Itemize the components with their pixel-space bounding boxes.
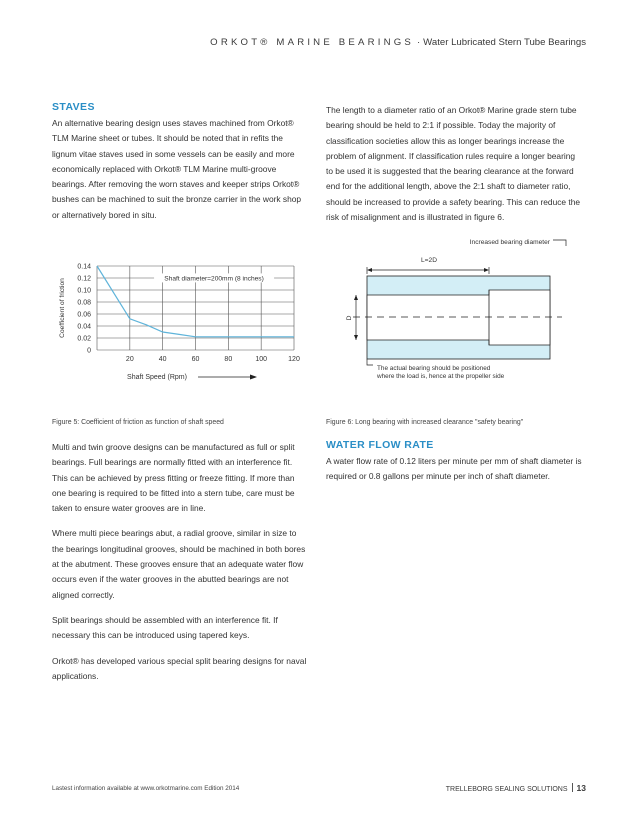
bearing-bore: [367, 290, 550, 345]
friction-chart: [52, 250, 314, 385]
water-flow-heading: WATER FLOW RATE: [326, 439, 434, 451]
length-label: L=2D: [421, 257, 437, 264]
y-tick-label: 0.04: [77, 323, 91, 331]
footer-company-block: [446, 783, 586, 793]
y-tick-label: 0.06: [77, 311, 91, 319]
x-tick-label: 40: [158, 356, 167, 363]
x-tick-label: 80: [224, 356, 233, 363]
header-separator: ·: [416, 37, 421, 48]
ratio-section: [326, 103, 583, 225]
length-arrow-right: [484, 268, 489, 272]
page-header: [210, 37, 586, 48]
paragraph-naval: Orkot® has developed various special split bearing designs for naval applications.: [52, 655, 307, 681]
footer-company: TRELLEBORG SEALING SOLUTIONS: [445, 786, 568, 793]
diameter-arrow-bottom: [354, 335, 358, 340]
footer-divider: [572, 783, 573, 792]
y-tick-label: 0.12: [77, 275, 91, 283]
staves-paragraph: An alternative bearing design uses staves machined from Orkot® TLM Marine sheet or tubes. It should be noted that in refits the lignum vitae staves used in some vessels can be easily and more economically replaced with Orkot® TLM Marine multi-groove bearings. After removing the worn staves and keeper strips Orkot® bushes can be machined to suit the bronze carrier in the work shop or alternatively bored in situ.: [52, 118, 302, 220]
x-tick-label: 60: [191, 356, 200, 363]
groove-designs-section: [52, 440, 309, 684]
bearing-note-line-2: where the load is, hence at the propeller side: [377, 373, 505, 380]
y-tick-label: 0.10: [77, 287, 91, 295]
y-tick-label: 0.02: [77, 335, 91, 343]
x-tick-label: 20: [125, 356, 134, 363]
y-tick-label: 0: [87, 347, 91, 355]
y-tick-label: 0.08: [77, 299, 91, 307]
x-tick-label: 120: [288, 356, 300, 363]
diameter-arrow-top: [354, 295, 358, 300]
chart-annotation: Shaft diameter=200mm (8 inches): [164, 275, 264, 283]
bearing-note-line-1: The actual bearing should be positioned: [377, 365, 491, 372]
header-subtitle: Water Lubricated Stern Tube Bearings: [423, 37, 586, 48]
header-brand: ORKOT® MARINE BEARINGS: [210, 37, 414, 48]
paragraph-radial-groove: Where multi piece bearings abut, a radial groove, similar in size to the bearings longitudinal grooves, should be machined in both bores at the abutment. These grooves ensure that an adequate water flow occurs even if the water grooves in the abutted bearings are not aligned correctly.: [52, 528, 306, 600]
staves-section: [52, 101, 309, 223]
figure5-caption: Figure 5: Coefficient of friction as function of shaft speed: [52, 419, 224, 426]
paragraph-split-bearings: Split bearings should be assembled with an interference fit. If necessary this can be introduced using tapered keys.: [52, 614, 278, 641]
diameter-label: D: [346, 315, 353, 321]
x-axis-arrow-head: [250, 375, 257, 380]
note-bracket: [367, 359, 373, 365]
y-tick-label: 0.14: [77, 263, 91, 271]
increased-diameter-label: Increased bearing diameter: [469, 239, 550, 246]
page-number: 13: [576, 783, 586, 793]
x-axis-label: Shaft Speed (Rpm): [127, 374, 187, 381]
bearing-diagram: [326, 232, 588, 387]
y-axis-label: Coefficient of friction: [59, 278, 66, 338]
increased-diameter-bracket: [553, 240, 566, 246]
footer-source: Lastest information available at www.orkotmarine.com Edition 2014: [52, 785, 240, 792]
staves-heading: STAVES: [52, 101, 95, 113]
figure6-caption: Figure 6: Long bearing with increased clearance "safety bearing": [326, 419, 524, 426]
ratio-paragraph: The length to a diameter ratio of an Orkot® Marine grade stern tube bearing should be held to 2:1 if possible. Today the majority of classification societies allow this as longer bearings increase the problem of alignment. If classification rules require a longer bearing to be used it is suggested that the bearing clearance at the forward end for the additional length, above the 2:1 shaft to diameter ratio, should be increased to provide a safety bearing. This can reduce the risk of misalignment and is illustrated in figure 6.: [326, 105, 581, 223]
paragraph-multi-groove: Multi and twin groove designs can be manufactured as full or split bearings. Full bearings are normally fitted with an interference fit. This can be achieved by press fitting or freeze fitting. If more than one bearing is required to be fitted into a stern tube, care must be taken to ensure water grooves are in line.: [52, 442, 295, 514]
water-flow-paragraph: A water flow rate of 0.12 liters per minute per mm of shaft diameter is required or 0.8 gallons per minute per inch of shaft diameter.: [326, 456, 582, 482]
water-flow-section: [326, 439, 583, 485]
length-arrow-left: [367, 268, 372, 272]
x-tick-label: 100: [255, 356, 268, 363]
